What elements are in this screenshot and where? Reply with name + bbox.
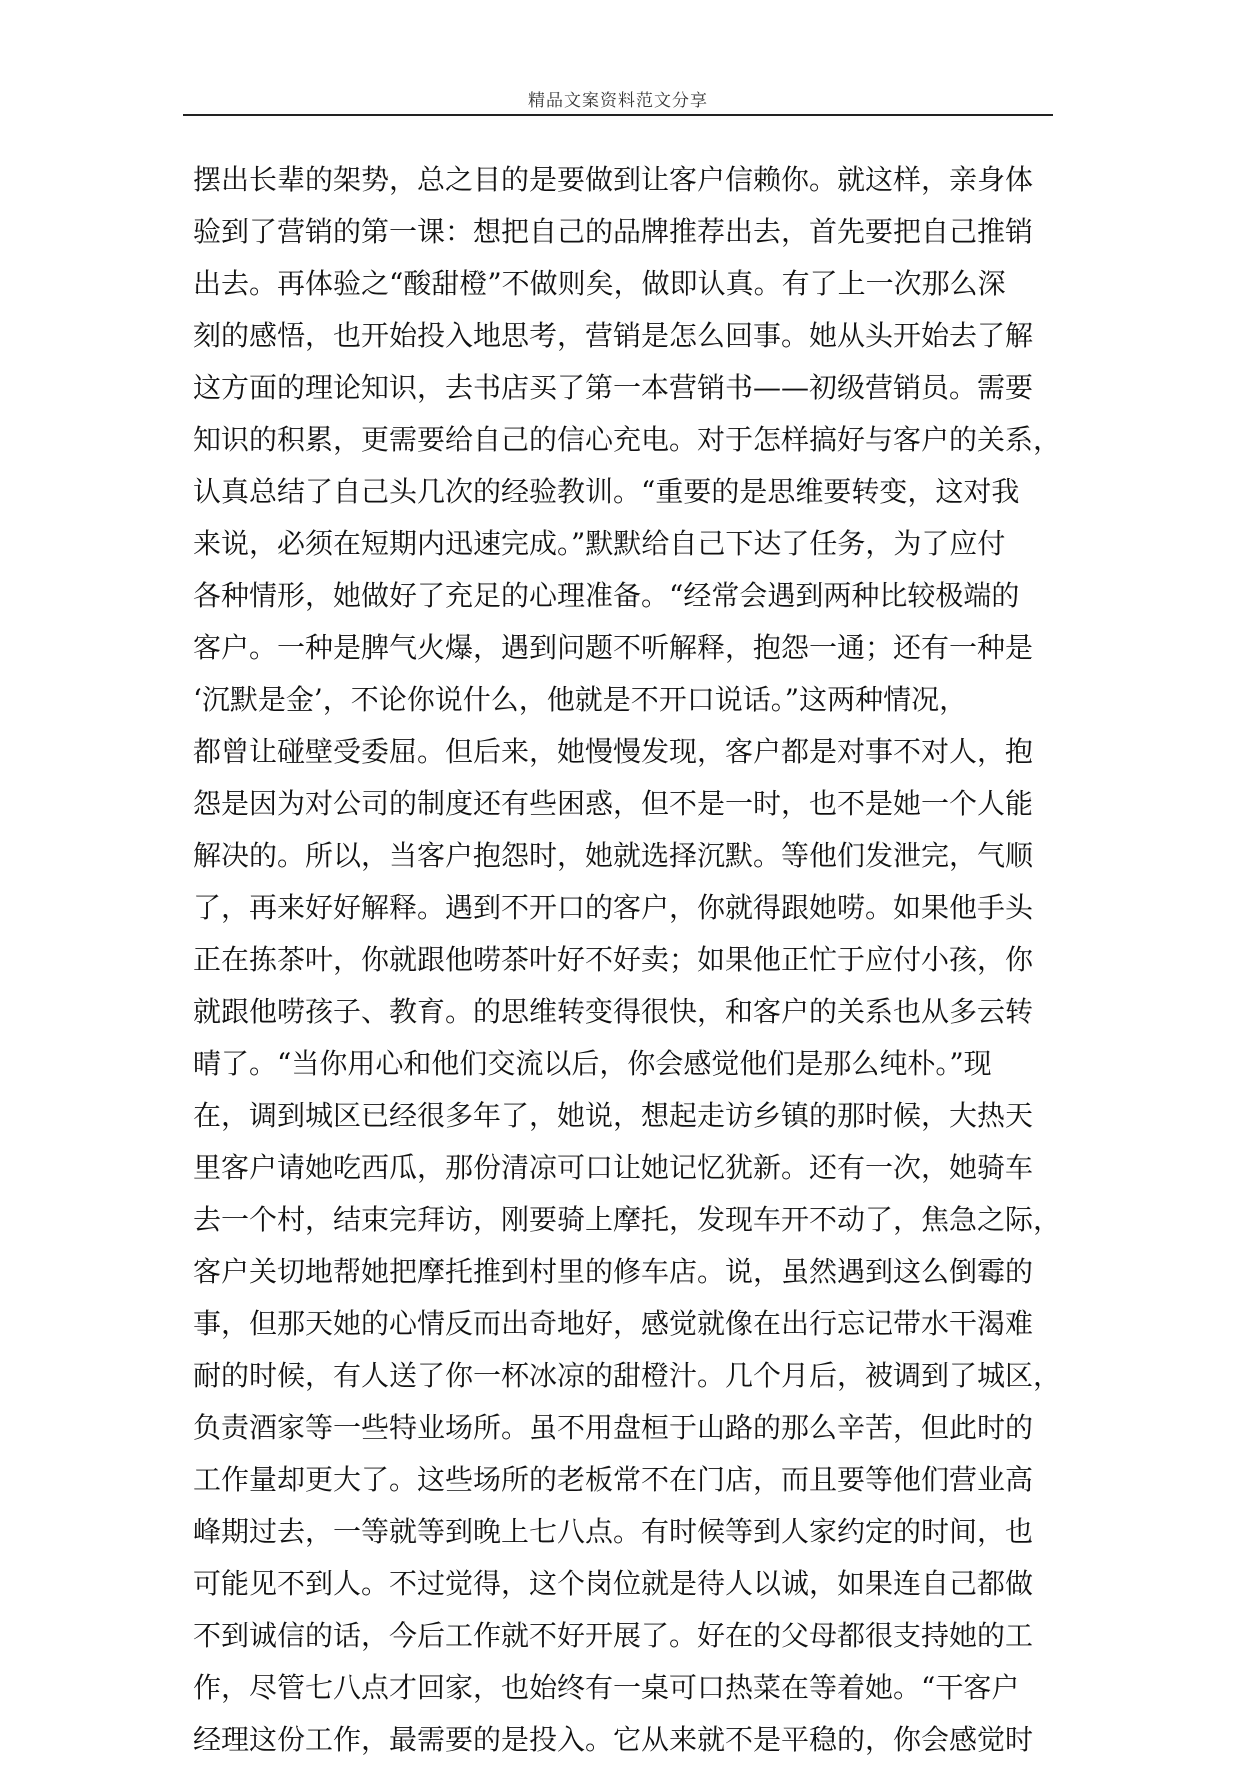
text-line: 晴了。“当你用心和他们交流以后，你会感觉他们是那么纯朴。”现	[193, 1047, 992, 1080]
text-line: 刻的感悟，也开始投入地思考，营销是怎么回事。她从头开始去了解	[193, 319, 1034, 352]
text-line: 来说，必须在短期内迅速完成。”默默给自己下达了任务，为了应付	[193, 527, 1006, 560]
text-line: 正在拣茶叶，你就跟他唠茶叶好不好卖；如果他正忙于应付小孩，你	[193, 943, 1034, 976]
text-line: 验到了营销的第一课：想把自己的品牌推荐出去，首先要把自己推销	[193, 215, 1034, 248]
text-line: 客户关切地帮她把摩托推到村里的修车店。说，虽然遇到这么倒霉的	[193, 1255, 1034, 1288]
text-line: 不到诚信的话，今后工作就不好开展了。好在的父母都很支持她的工	[193, 1619, 1034, 1652]
text-line: 事，但那天她的心情反而出奇地好，感觉就像在出行忘记带水干渴难	[193, 1307, 1034, 1340]
body-text	[193, 154, 1062, 1766]
text-line: 里客户请她吃西瓜，那份清凉可口让她记忆犹新。还有一次，她骑车	[193, 1151, 1034, 1184]
text-line: 峰期过去，一等就等到晚上七八点。有时候等到人家约定的时间，也	[193, 1515, 1034, 1548]
text-line: 负责酒家等一些特业场所。虽不用盘桓于山路的那么辛苦，但此时的	[193, 1411, 1034, 1444]
text-line: 耐的时候，有人送了你一杯冰凉的甜橙汁。几个月后，被调到了城区，	[193, 1359, 1062, 1392]
text-line: 作，尽管七八点才回家，也始终有一桌可口热菜在等着她。“干客户	[193, 1671, 1020, 1704]
text-line: 认真总结了自己头几次的经验教训。“重要的是思维要转变，这对我	[193, 475, 1020, 508]
text-line: 客户。一种是脾气火爆，遇到问题不听解释，抱怨一通；还有一种是	[193, 631, 1034, 664]
text-line: 各种情形，她做好了充足的心理准备。“经常会遇到两种比较极端的	[193, 579, 1020, 612]
text-line: 知识的积累，更需要给自己的信心充电。对于怎样搞好与客户的关系，	[193, 423, 1062, 456]
text-line: 出去。再体验之“酸甜橙”不做则矣，做即认真。有了上一次那么深	[193, 267, 1006, 300]
text-line: 在，调到城区已经很多年了，她说，想起走访乡镇的那时候，大热天	[193, 1099, 1034, 1132]
text-line: 解决的。所以，当客户抱怨时，她就选择沉默。等他们发泄完，气顺	[193, 839, 1034, 872]
text-line: 了，再来好好解释。遇到不开口的客户，你就得跟她唠。如果他手头	[193, 891, 1034, 924]
text-line: 去一个村，结束完拜访，刚要骑上摩托，发现车开不动了，焦急之际，	[193, 1203, 1062, 1236]
text-line: ‘沉默是金’，不论你说什么，他就是不开口说话。”这两种情况，	[193, 683, 968, 716]
page-header-title: 精品文案资料范文分享	[528, 91, 708, 111]
text-line: 摆出长辈的架势，总之目的是要做到让客户信赖你。就这样，亲身体	[193, 163, 1034, 196]
text-line: 就跟他唠孩子、教育。的思维转变得很快，和客户的关系也从多云转	[193, 995, 1034, 1028]
text-line: 可能见不到人。不过觉得，这个岗位就是待人以诚，如果连自己都做	[193, 1567, 1034, 1600]
text-line: 都曾让碰壁受委屈。但后来，她慢慢发现，客户都是对事不对人，抱	[193, 735, 1034, 768]
text-line: 经理这份工作，最需要的是投入。它从来就不是平稳的，你会感觉时	[193, 1723, 1034, 1756]
header-divider	[183, 114, 1053, 116]
text-line: 怨是因为对公司的制度还有些困惑，但不是一时，也不是她一个人能	[193, 787, 1034, 820]
text-line: 这方面的理论知识，去书店买了第一本营销书——初级营销员。需要	[193, 371, 1034, 404]
text-line: 工作量却更大了。这些场所的老板常不在门店，而且要等他们营业高	[193, 1463, 1034, 1496]
